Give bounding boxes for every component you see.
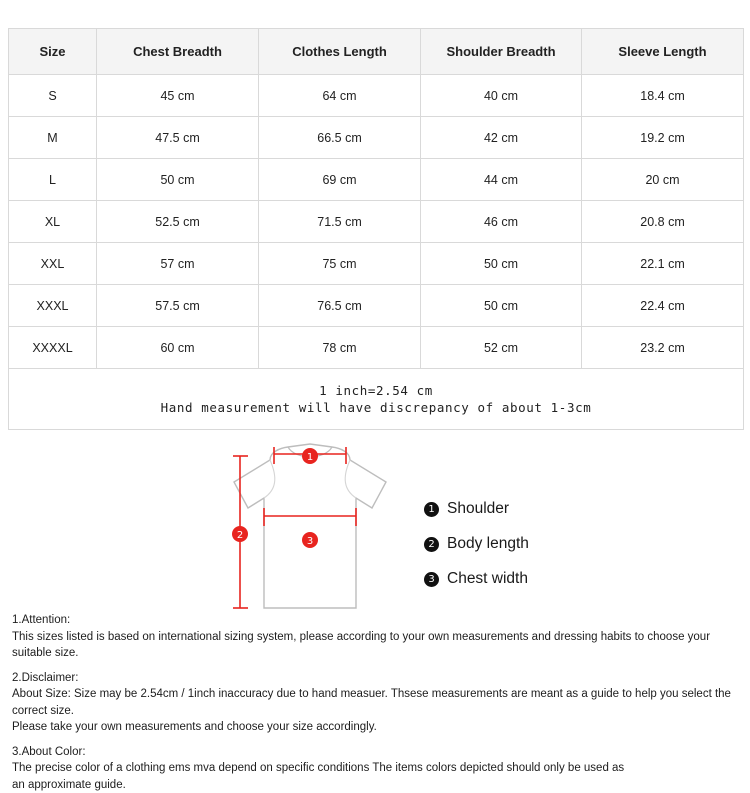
- cell-sleeve-length: 18.4 cm: [582, 75, 744, 117]
- cell-clothes-length: 78 cm: [259, 327, 421, 369]
- circled-number-2-icon: 2: [424, 537, 439, 552]
- note-attention-body: This sizes listed is based on international sizing system, please according to your own measurements and dressing habits to choose your suitable size.: [12, 629, 738, 662]
- table-header-row: [9, 29, 744, 75]
- cell-chest-breadth: 57 cm: [97, 243, 259, 285]
- cell-shoulder-breadth: 50 cm: [421, 285, 582, 327]
- cell-chest-breadth: 50 cm: [97, 159, 259, 201]
- cell-size: M: [9, 117, 97, 159]
- cell-chest-breadth: 45 cm: [97, 75, 259, 117]
- size-table: [8, 28, 744, 430]
- marker-3-label: 3: [307, 536, 313, 547]
- diagram-legend: [424, 500, 624, 605]
- table-header-cell-sleeve-length: Sleeve Length: [582, 29, 744, 75]
- cell-clothes-length: 66.5 cm: [259, 117, 421, 159]
- cell-shoulder-breadth: 40 cm: [421, 75, 582, 117]
- table-row: [9, 117, 744, 159]
- note-color-title: 3.About Color:: [12, 744, 738, 761]
- cell-sleeve-length: 22.4 cm: [582, 285, 744, 327]
- cell-chest-breadth: 57.5 cm: [97, 285, 259, 327]
- cell-shoulder-breadth: 52 cm: [421, 327, 582, 369]
- cell-clothes-length: 64 cm: [259, 75, 421, 117]
- cell-clothes-length: 75 cm: [259, 243, 421, 285]
- cell-size: S: [9, 75, 97, 117]
- note-disclaimer-body-1: About Size: Size may be 2.54cm / 1inch inaccuracy due to hand measuer. Thsese measurements are meant as a guide to help you select the correct size.: [12, 686, 738, 719]
- marker-1-label: 1: [307, 452, 313, 463]
- note-color-body-2: an approximate guide.: [12, 777, 738, 793]
- cell-size: XXXL: [9, 285, 97, 327]
- bottom-notes: [12, 612, 738, 793]
- cell-size: XL: [9, 201, 97, 243]
- table-footnote-cell: [9, 369, 744, 430]
- legend-item-body-length: [424, 535, 624, 553]
- cell-shoulder-breadth: 50 cm: [421, 243, 582, 285]
- cell-size: XXL: [9, 243, 97, 285]
- cell-shoulder-breadth: 42 cm: [421, 117, 582, 159]
- table-row: [9, 75, 744, 117]
- table-header-cell-clothes-length: Clothes Length: [259, 29, 421, 75]
- cell-chest-breadth: 47.5 cm: [97, 117, 259, 159]
- note-disclaimer-title: 2.Disclaimer:: [12, 670, 738, 687]
- cell-shoulder-breadth: 46 cm: [421, 201, 582, 243]
- legend-item-shoulder: [424, 500, 624, 518]
- table-row: [9, 201, 744, 243]
- cell-size: L: [9, 159, 97, 201]
- tshirt-outline: [234, 444, 386, 608]
- cell-clothes-length: 71.5 cm: [259, 201, 421, 243]
- table-header-cell-shoulder-breadth: Shoulder Breadth: [421, 29, 582, 75]
- cell-sleeve-length: 23.2 cm: [582, 327, 744, 369]
- note-color-body-1: The precise color of a clothing ems mva depend on specific conditions The items colors depicted should only be used as: [12, 760, 738, 777]
- tshirt-measurement-diagram: [200, 438, 420, 623]
- legend-label-chest-width: Chest width: [447, 570, 528, 588]
- cell-chest-breadth: 60 cm: [97, 327, 259, 369]
- table-header-cell-size: Size: [9, 29, 97, 75]
- legend-label-body-length: Body length: [447, 535, 529, 553]
- table-header-cell-chest-breadth: Chest Breadth: [97, 29, 259, 75]
- marker-2-label: 2: [237, 530, 243, 541]
- legend-label-shoulder: Shoulder: [447, 500, 509, 518]
- footnote-hand-measurement: Hand measurement will have discrepancy of about 1-3cm: [11, 399, 741, 416]
- cell-sleeve-length: 19.2 cm: [582, 117, 744, 159]
- table-row: [9, 243, 744, 285]
- tshirt-diagram-svg: [200, 438, 420, 623]
- table-row: [9, 285, 744, 327]
- circled-number-1-icon: 1: [424, 502, 439, 517]
- cell-shoulder-breadth: 44 cm: [421, 159, 582, 201]
- cell-sleeve-length: 20.8 cm: [582, 201, 744, 243]
- note-attention-title: 1.Attention:: [12, 612, 738, 629]
- table-row: [9, 159, 744, 201]
- legend-item-chest-width: [424, 570, 624, 588]
- size-table-container: [8, 28, 743, 430]
- cell-sleeve-length: 20 cm: [582, 159, 744, 201]
- cell-clothes-length: 76.5 cm: [259, 285, 421, 327]
- cell-chest-breadth: 52.5 cm: [97, 201, 259, 243]
- cell-sleeve-length: 22.1 cm: [582, 243, 744, 285]
- footnote-inch-conversion: 1 inch=2.54 cm: [11, 382, 741, 399]
- table-row: [9, 327, 744, 369]
- cell-size: XXXXL: [9, 327, 97, 369]
- table-footnote-row: [9, 369, 744, 430]
- note-disclaimer-body-2: Please take your own measurements and choose your size accordingly.: [12, 719, 738, 736]
- circled-number-3-icon: 3: [424, 572, 439, 587]
- cell-clothes-length: 69 cm: [259, 159, 421, 201]
